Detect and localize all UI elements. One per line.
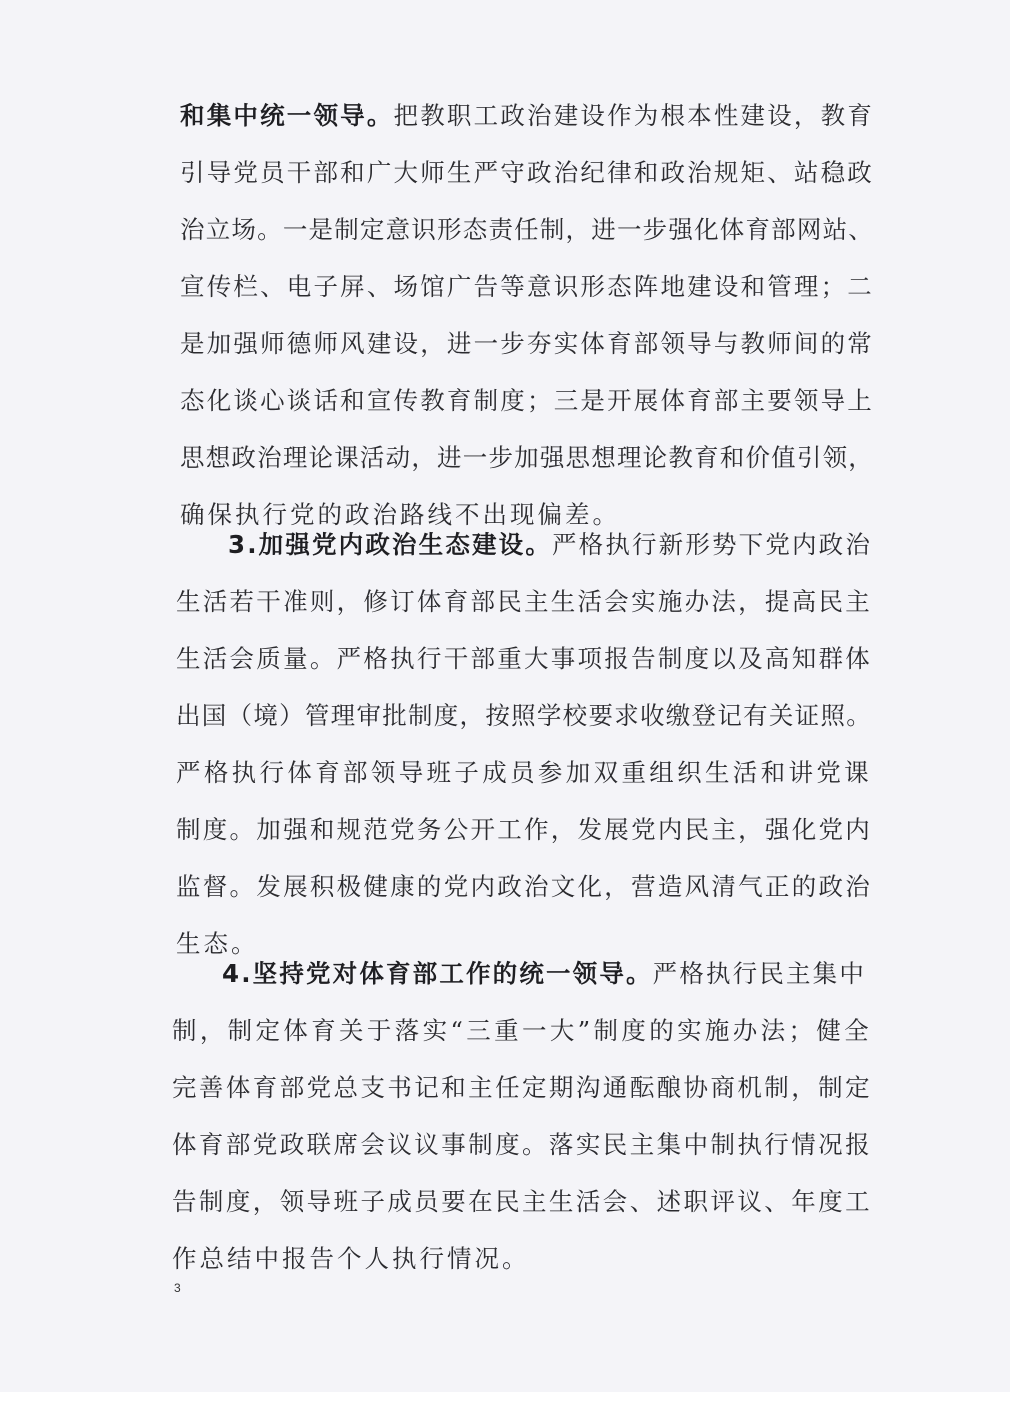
- body-text: 思想政治理论课活动，进一步加强思想理论教育和价值引领，: [180, 443, 874, 472]
- body-text: 是加强师德师风建设，进一步夯实体育部领导与教师间的常: [180, 329, 874, 358]
- paragraph-1-line: [180, 96, 874, 136]
- page-number: 3: [174, 1281, 181, 1295]
- body-text: 完善体育部党总支书记和主任定期沟通酝酿协商机制，制定: [172, 1073, 872, 1102]
- body-text: 引导党员干部和广大师生严守政治纪律和政治规矩、站稳政: [180, 158, 874, 187]
- section-heading: 3.加强党内政治生态建设。: [228, 530, 553, 559]
- paragraph-2-line: [176, 867, 872, 907]
- paragraph-2-line: [176, 696, 872, 736]
- paragraph-3-line: [172, 1011, 872, 1051]
- body-text: 作总结中报告个人执行情况。: [172, 1244, 530, 1273]
- body-text: 治立场。一是制定意识形态责任制，进一步强化体育部网站、: [180, 215, 874, 244]
- body-text: 出国（境）管理审批制度，按照学校要求收缴登记有关证照。: [176, 701, 872, 730]
- paragraph-1-line: [180, 381, 874, 421]
- body-text: 监督。发展积极健康的党内政治文化，营造风清气正的政治: [176, 872, 872, 901]
- scan-border-bottom: [0, 1392, 1024, 1408]
- body-text: 生活会质量。严格执行干部重大事项报告制度以及高知群体: [176, 644, 872, 673]
- body-text: 体育部党政联席会议议事制度。落实民主集中制执行情况报: [172, 1130, 872, 1159]
- body-text: 严格执行体育部领导班子成员参加双重组织生活和讲党课: [176, 758, 872, 787]
- paragraph-3-line: [172, 1068, 872, 1108]
- body-text: 确保执行党的政治路线不出现偏差。: [180, 500, 620, 529]
- body-text: 生活若干准则，修订体育部民主生活会实施办法，提高民主: [176, 587, 872, 616]
- paragraph-1-line: [180, 324, 874, 364]
- paragraph-3-line: [172, 1125, 872, 1165]
- body-text: 严格执行新形势下党内政治: [552, 530, 873, 559]
- paragraph-2-line: [176, 639, 872, 679]
- body-text: 严格执行民主集中: [652, 959, 866, 988]
- body-text: 制，制定体育关于落实“三重一大”制度的实施办法；健全: [172, 1016, 872, 1045]
- paragraph-3-line: [172, 1239, 530, 1279]
- body-text: 制度。加强和规范党务公开工作，发展党内民主，强化党内: [176, 815, 872, 844]
- paragraph-3-line: [172, 1182, 872, 1222]
- body-text: 宣传栏、电子屏、场馆广告等意识形态阵地建设和管理；二: [180, 272, 874, 301]
- paragraph-3-line: [222, 954, 866, 994]
- paragraph-1-line: [180, 153, 874, 193]
- body-text: 态化谈心谈话和宣传教育制度；三是开展体育部主要领导上: [180, 386, 874, 415]
- scan-border-right: [1010, 0, 1024, 1408]
- paragraph-1-line: [180, 267, 874, 307]
- paragraph-2-line: [176, 810, 872, 850]
- body-text: 把教职工政治建设作为根本性建设，教育: [393, 101, 875, 130]
- body-text: 生态。: [176, 929, 259, 958]
- paragraph-2-line: [228, 525, 872, 565]
- paragraph-2-line: [176, 582, 872, 622]
- paragraph-2-line: [176, 753, 872, 793]
- section-heading: 和集中统一领导。: [180, 101, 394, 130]
- section-heading: 4.坚持党对体育部工作的统一领导。: [222, 959, 653, 988]
- paragraph-1-line: [180, 210, 874, 250]
- body-text: 告制度，领导班子成员要在民主生活会、述职评议、年度工: [172, 1187, 872, 1216]
- paragraph-1-line: [180, 438, 874, 478]
